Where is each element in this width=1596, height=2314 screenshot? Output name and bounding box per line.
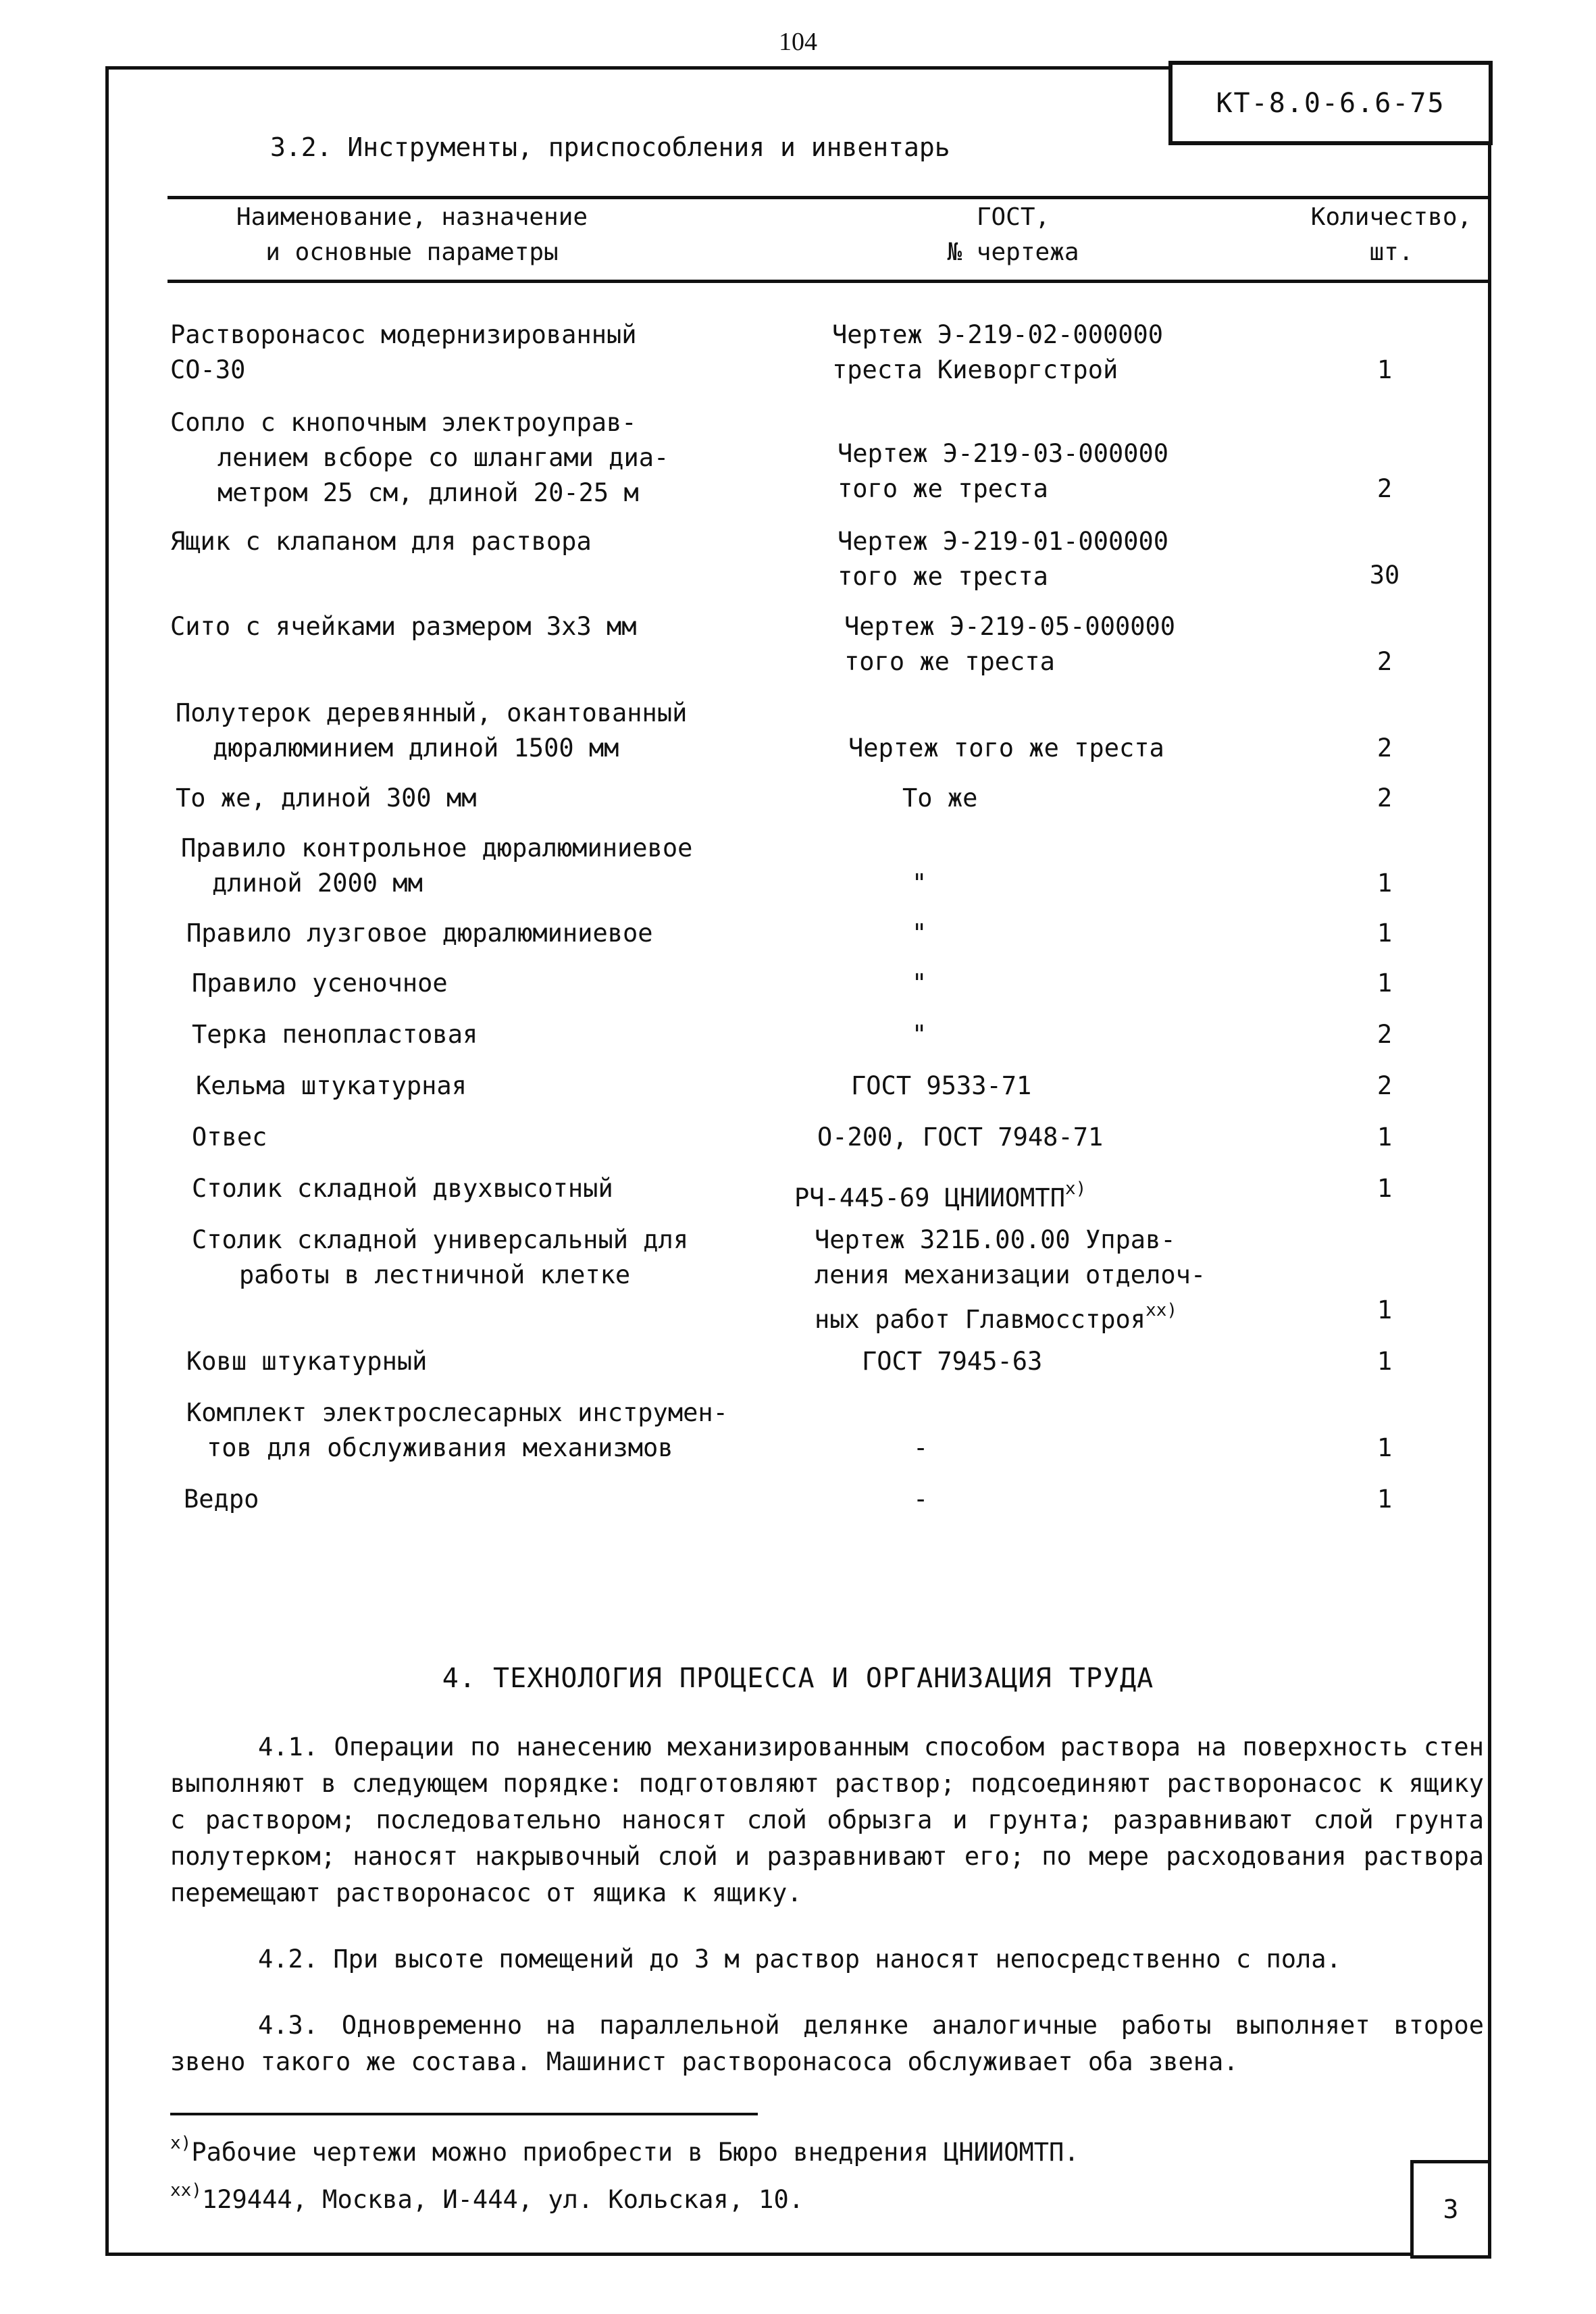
table-row-gost: " bbox=[912, 969, 927, 998]
footnote-rule bbox=[170, 2113, 758, 2115]
table-row-gost: Чертеж Э-219-02-000000 треста Киеворгстрой bbox=[832, 320, 1164, 384]
sheet-number: 3 bbox=[1443, 2194, 1459, 2224]
paragraph-4-3: 4.3. Одновременно на параллельной делянке аналогичные работы выполняет второе звено такого же состава. Машинист растворонасоса обслуживает оба звена. bbox=[170, 2011, 1484, 2076]
table-row-gost: То же bbox=[902, 783, 978, 813]
table-row-gost: Чертеж Э-219-01-000000 того же треста bbox=[838, 527, 1169, 591]
table-row-qty: 1 bbox=[1376, 1485, 1393, 1514]
table-row-gost: Чертеж 321Б.00.00 Управ- ления механизации отделоч- ных работ Главмосстроя$^{xx)}$ bbox=[815, 1225, 1206, 1334]
table-row-gost: Чертеж Э-219-05-000000 того же треста bbox=[844, 612, 1176, 676]
table-row-name: Полутерок деревянный, окантованный дюралюминием длиной 1500 мм bbox=[176, 698, 688, 763]
table-row-qty: 1 bbox=[1376, 355, 1393, 384]
table-header-top-rule bbox=[168, 196, 1491, 199]
section-4-title: 4. ТЕХНОЛОГИЯ ПРОЦЕССА И ОРГАНИЗАЦИЯ ТРУДА bbox=[442, 1663, 1154, 1694]
column-header-quantity: Количество, шт. bbox=[1310, 203, 1472, 266]
table-row-gost: РЧ-445-69 ЦНИИОМТП$^{x)}$ bbox=[794, 1179, 1087, 1212]
table-row-name: Правило контрольное дюралюминиевое длиной 2000 мм bbox=[181, 833, 693, 898]
table-row-qty: 2 bbox=[1376, 474, 1393, 503]
footnote-1: $^{x)}$Рабочие чертежи можно приобрести в Бюро внедрения ЦНИИОМТП. bbox=[170, 2133, 1079, 2167]
document-code-box bbox=[1168, 61, 1493, 145]
table-row-gost: " bbox=[912, 919, 927, 948]
table-row-gost: - bbox=[913, 1485, 929, 1514]
table-row-qty: 30 bbox=[1369, 561, 1400, 590]
table-row-gost: " bbox=[912, 869, 927, 898]
table-row-qty: 1 bbox=[1376, 1347, 1393, 1376]
table-header-bottom-rule bbox=[168, 280, 1491, 283]
table-row-name: Кельма штукатурная bbox=[196, 1071, 467, 1100]
section-heading: 3.2. Инструменты, приспособления и инвентарь bbox=[270, 132, 950, 162]
table-row-qty: 2 bbox=[1376, 1071, 1393, 1100]
table-row-qty: 1 bbox=[1376, 919, 1393, 948]
table-row-name: Терка пенопластовая bbox=[192, 1020, 478, 1049]
table-row-gost: Чертеж Э-219-03-000000 того же треста bbox=[838, 439, 1169, 503]
table-row-qty: 2 bbox=[1376, 1020, 1393, 1049]
sheet-number-box bbox=[1410, 2160, 1491, 2259]
table-row-qty: 2 bbox=[1376, 734, 1393, 763]
table-row-name: Правило лузговое дюралюминиевое bbox=[186, 919, 653, 948]
table-row-name: Отвес bbox=[192, 1123, 267, 1152]
table-row-name: Сопло с кнопочным электроуправ- лением всборе со шлангами диа- метром 25 см, длиной 20-25 м bbox=[170, 408, 669, 507]
table-row-qty: 1 bbox=[1376, 869, 1393, 898]
table-row-qty: 1 bbox=[1376, 1295, 1393, 1325]
table-row-qty: 1 bbox=[1376, 1123, 1393, 1152]
table-row-gost: ГОСТ 9533-71 bbox=[851, 1071, 1032, 1100]
table-row-gost: - bbox=[913, 1433, 929, 1462]
table-row-name: Ведро bbox=[184, 1485, 259, 1514]
page-number: 104 bbox=[779, 28, 817, 56]
paragraph-4-1: 4.1. Операции по нанесению механизированным способом раствора на поверхность стен выполняют в следующем порядке: подготовляют раствор; подсоединяют растворонасос к ящику с раствором; последовательно наносят слой обрызга и грунта; разравнивают слой грунта полутерком; наносят накрывочный слой и разравнивают его; по мере расходования раствора перемещают растворонасос от ящика к ящику. bbox=[170, 1732, 1484, 1907]
table-row-name: Сито с ячейками размером 3х3 мм bbox=[170, 612, 637, 641]
table-row-qty: 2 bbox=[1376, 783, 1393, 813]
column-header-name: Наименование, назначение и основные параметры bbox=[236, 203, 588, 266]
table-row-gost: ГОСТ 7945-63 bbox=[862, 1347, 1043, 1376]
table-row-gost: О-200, ГОСТ 7948-71 bbox=[817, 1123, 1104, 1152]
table-row-qty: 2 bbox=[1376, 647, 1393, 676]
table-row-gost: Чертеж того же треста bbox=[848, 734, 1164, 763]
table-row-name: Правило усеночное bbox=[192, 969, 448, 998]
table-row-name: Ящик с клапаном для раствора bbox=[170, 527, 592, 556]
paragraph-4-2: 4.2. При высоте помещений до 3 м раствор наносят непосредственно с пола. bbox=[258, 1945, 1341, 1974]
table-row-qty: 1 bbox=[1376, 1433, 1393, 1462]
table-row-name: Растворонасос модернизированный СО-30 bbox=[170, 320, 637, 384]
table-row-name: Ковш штукатурный bbox=[186, 1347, 428, 1376]
footnote-2: $^{xx)}$129444, Москва, И-444, ул. Кольская, 10. bbox=[170, 2180, 804, 2214]
table-row-gost: " bbox=[912, 1020, 927, 1049]
column-header-gost: ГОСТ, № чертежа bbox=[947, 203, 1079, 266]
table-row-name: То же, длиной 300 мм bbox=[176, 783, 477, 813]
table-row-name: Столик складной двухвысотный bbox=[192, 1174, 613, 1203]
table-row-qty: 1 bbox=[1376, 1174, 1393, 1203]
page-frame bbox=[105, 66, 1491, 2256]
table-row-name: Комплект электрослесарных инструмен- тов для обслуживания механизмов bbox=[186, 1398, 728, 1462]
table-row-name: Столик складной универсальный для работы в лестничной клетке bbox=[192, 1225, 689, 1289]
document-code: КТ-8.0-6.6-75 bbox=[1216, 87, 1445, 119]
table-row-qty: 1 bbox=[1376, 969, 1393, 998]
